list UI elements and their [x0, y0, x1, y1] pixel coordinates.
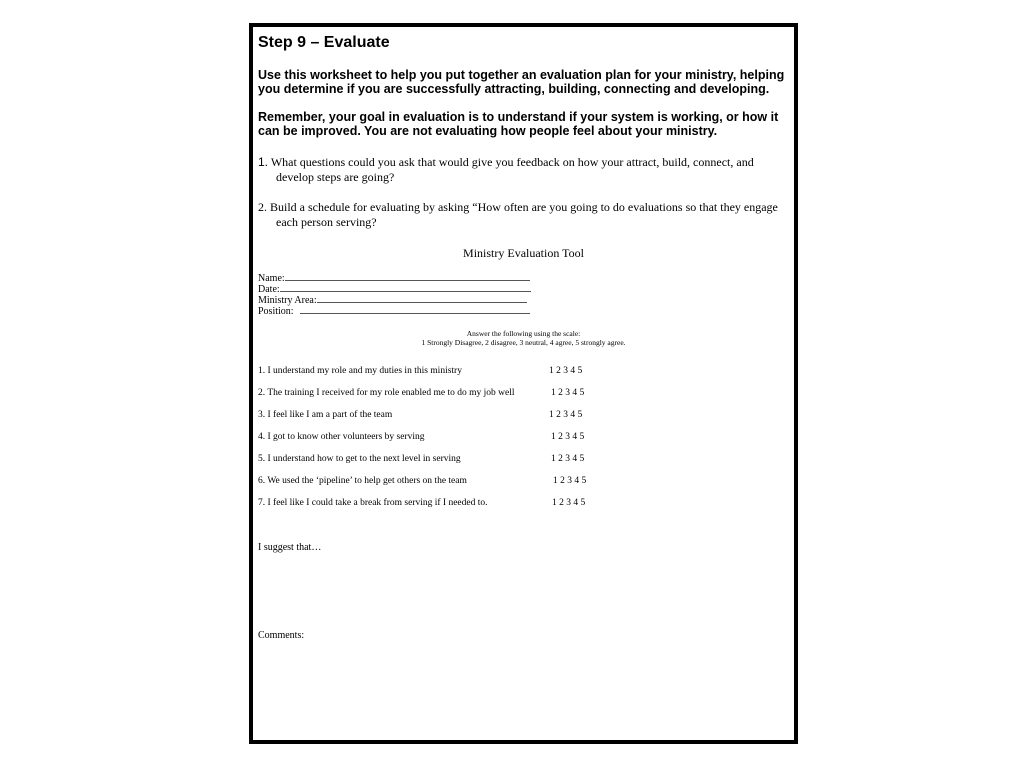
comments-label: Comments:: [258, 630, 305, 641]
intro-paragraph-1: Use this worksheet to help you put together an evaluation plan for your ministry, helping you determine if you are successfully attracting, building, connecting and developing.: [258, 68, 785, 96]
rating-scale[interactable]: 1 2 3 4 5: [551, 454, 585, 464]
question-1-line-1: What questions could you ask that would give you feedback on how your attract, build, connect, and: [270, 155, 754, 169]
question-2-line-1: 2. Build a schedule for evaluating by asking “How often are you going to do evaluations so that they engage: [258, 200, 778, 214]
scale-line-2: 1 Strongly Disagree, 2 disagree, 3 neutral, 4 agree, 5 strongly agree.: [421, 338, 626, 347]
evaluation-tool-title: Ministry Evaluation Tool: [463, 246, 584, 260]
ministry-area-label: Ministry Area:: [258, 295, 317, 306]
scale-line-1: Answer the following using the scale:: [466, 329, 581, 338]
worksheet-page: [249, 23, 798, 744]
date-line[interactable]: [280, 282, 531, 292]
position-line[interactable]: [300, 304, 530, 314]
survey-item: 7. I feel like I could take a break from serving if I needed to.: [258, 498, 488, 508]
rating-scale[interactable]: 1 2 3 4 5: [553, 476, 587, 486]
rating-scale[interactable]: 1 2 3 4 5: [551, 432, 585, 442]
question-1-number: 1.: [258, 155, 269, 169]
date-label: Date:: [258, 284, 280, 295]
survey-item: 2. The training I received for my role enabled me to do my job well: [258, 388, 515, 398]
survey-item: 5. I understand how to get to the next level in serving: [258, 454, 461, 464]
question-1-line-2: develop steps are going?: [276, 170, 395, 184]
survey-item: 3. I feel like I am a part of the team: [258, 410, 393, 420]
name-line[interactable]: [285, 271, 530, 281]
rating-scale[interactable]: 1 2 3 4 5: [549, 366, 583, 376]
question-2-line-2: each person serving?: [276, 215, 377, 229]
question-2: [258, 200, 788, 230]
position-label: Position:: [258, 306, 294, 317]
name-label: Name:: [258, 273, 285, 284]
survey-item: 1. I understand my role and my duties in this ministry: [258, 366, 462, 376]
question-1: [258, 155, 788, 185]
suggestion-label: I suggest that…: [258, 542, 322, 553]
scale-instructions: [253, 329, 794, 347]
rating-scale[interactable]: 1 2 3 4 5: [551, 388, 585, 398]
rating-scale[interactable]: 1 2 3 4 5: [552, 498, 586, 508]
survey-item: 6. We used the ‘pipeline’ to help get others on the team: [258, 476, 467, 486]
ministry-area-line[interactable]: [317, 293, 527, 303]
position-field[interactable]: [258, 304, 530, 317]
survey-item: 4. I got to know other volunteers by serving: [258, 432, 425, 442]
page-title: Step 9 – Evaluate: [258, 34, 390, 51]
rating-scale[interactable]: 1 2 3 4 5: [549, 410, 583, 420]
intro-paragraph-2: Remember, your goal in evaluation is to understand if your system is working, or how it can be improved. You are not evaluating how people feel about your ministry.: [258, 110, 779, 138]
